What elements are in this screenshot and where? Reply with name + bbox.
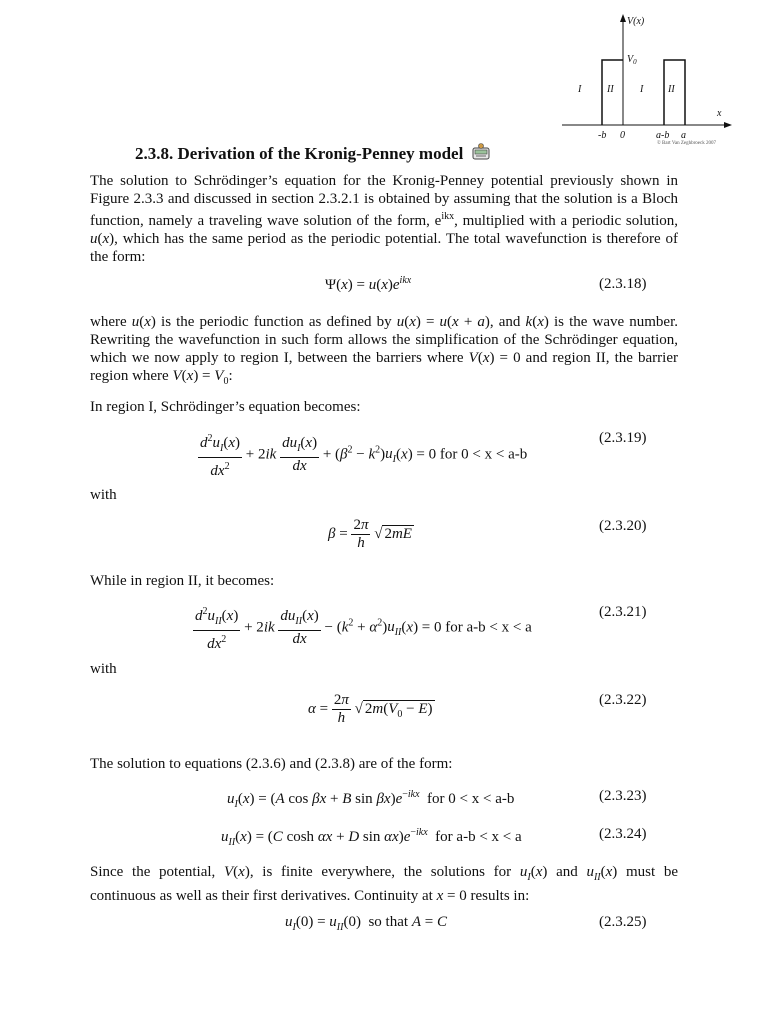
equation-number-2-3-25: (2.3.25) xyxy=(599,914,647,930)
section-title: 2.3.8. Derivation of the Kronig-Penney model xyxy=(135,144,464,163)
equation-2-3-23: $u_I(x) = (A$ cos βx + B $\sin \beta x)e^{-ikx}$ for 0 < x < a-b xyxy=(227,789,515,810)
with-label-2: with xyxy=(90,661,117,677)
equation-2-3-18: $\Psi(x) = u(x)e^{ikx}$ xyxy=(325,275,412,293)
equation-number-2-3-18: (2.3.18) xyxy=(599,276,647,292)
region-label-I-left: I xyxy=(578,84,582,95)
equation-number-2-3-24: (2.3.24) xyxy=(599,826,647,842)
section-heading xyxy=(135,143,490,164)
condition-2-3-23: for 0 < x < a-b xyxy=(427,791,515,807)
figure-copyright: © Bart Van Zeghbroeck 2007 xyxy=(657,141,716,146)
kronig-penney-potential-figure xyxy=(560,10,740,150)
equation-number-2-3-19: (2.3.19) xyxy=(599,430,647,446)
equation-number-2-3-22: (2.3.22) xyxy=(599,692,647,708)
region-I-intro: In region I, Schrödinger’s equation becomes: xyxy=(90,399,361,415)
equation-2-3-20: β = $\frac{2\pi}{h}$ √ 2mE xyxy=(328,517,412,551)
region-label-II-left: II xyxy=(607,84,614,95)
equation-2-3-19: $\frac{d^2u_I(x)}{dx^2}$ + 2ik $\frac{du_I(x)}{dx}$ + $(\beta^2 - k^2)u_I(x) = 0$ for 0 < x < a-b xyxy=(198,430,527,480)
equation-number-2-3-21: (2.3.21) xyxy=(599,604,647,620)
v0-label: $V_0$ xyxy=(627,54,637,66)
animation-icon[interactable] xyxy=(472,143,490,161)
tick-label-a-minus-b: a-b xyxy=(656,130,670,141)
tick-label-a: a xyxy=(681,130,686,141)
intro-paragraph: The solution to Schrödinger’s equation for the Kronig-Penney potential previously shown in Figure 2.3.3 and discussed in section 2.3.2.1 is obtained by assuming that the solution is a Bloch function, namely a traveling wave solution of the form, $e^{ikx}$, multiplied with a periodic solution, u(x), which has the same period as the periodic potential. The total wavefunction is therefore of the form: xyxy=(90,173,678,265)
equation-2-3-22: α = $\frac{2\pi}{h}$ √ $2m(V_0 - E)$ xyxy=(308,692,433,726)
condition-2-3-21: for a-b < x < a xyxy=(445,619,532,636)
region-II-intro: While in region II, it becomes: xyxy=(90,573,275,589)
region-label-II-right: II xyxy=(668,84,675,95)
with-label-1: with xyxy=(90,487,117,503)
region-label-I-right: I xyxy=(640,84,644,95)
equation-2-3-25: $u_I(0) = u_{II}(0)$ so that A = C xyxy=(285,914,447,933)
continuity-paragraph: Since the potential, V(x), is finite everywhere, the solutions for $u_I(x)$ and $u_{II}(x)$ must be continuous as well as their first derivatives. Continuity at x = 0 results in: xyxy=(90,864,679,904)
equation-number-2-3-20: (2.3.20) xyxy=(599,518,647,534)
solution-intro: The solution to equations (2.3.6) and (2.3.8) are of the form: xyxy=(90,756,453,772)
tick-label-minus-b: -b xyxy=(598,130,607,141)
v-axis-label: V(x) xyxy=(627,16,645,27)
condition-2-3-19: for 0 < x < a-b xyxy=(439,446,528,463)
equation-2-3-21: $\frac{d^2u_{II}(x)}{dx^2}$ + 2ik $\frac{du_{II}(x)}{dx}$ − $(k^2 + \alpha^2)u_{II}(x) = 0$ for a-b < x < a xyxy=(193,603,532,653)
condition-2-3-24: for a-b < x < a xyxy=(435,829,522,845)
equation-number-2-3-23: (2.3.23) xyxy=(599,788,647,804)
equation-2-3-24: $u_{II}(x) = (C$ cosh αx + D $\sin \alpha x)e^{-ikx}$ for a-b < x < a xyxy=(221,827,522,848)
x-axis-label: x xyxy=(717,108,722,119)
wavefunction-paragraph: where u(x) is the periodic function as defined by u(x) = u(x + a), and k(x) is the wave number. Rewriting the wavefunction in such form allows the simplification of the Schrödinger equation, which we now apply to region I, between the barriers where V(x) = 0 and region II, the barrier region where $V(x) = V_0$: xyxy=(90,314,678,387)
tick-label-zero: 0 xyxy=(620,130,625,141)
